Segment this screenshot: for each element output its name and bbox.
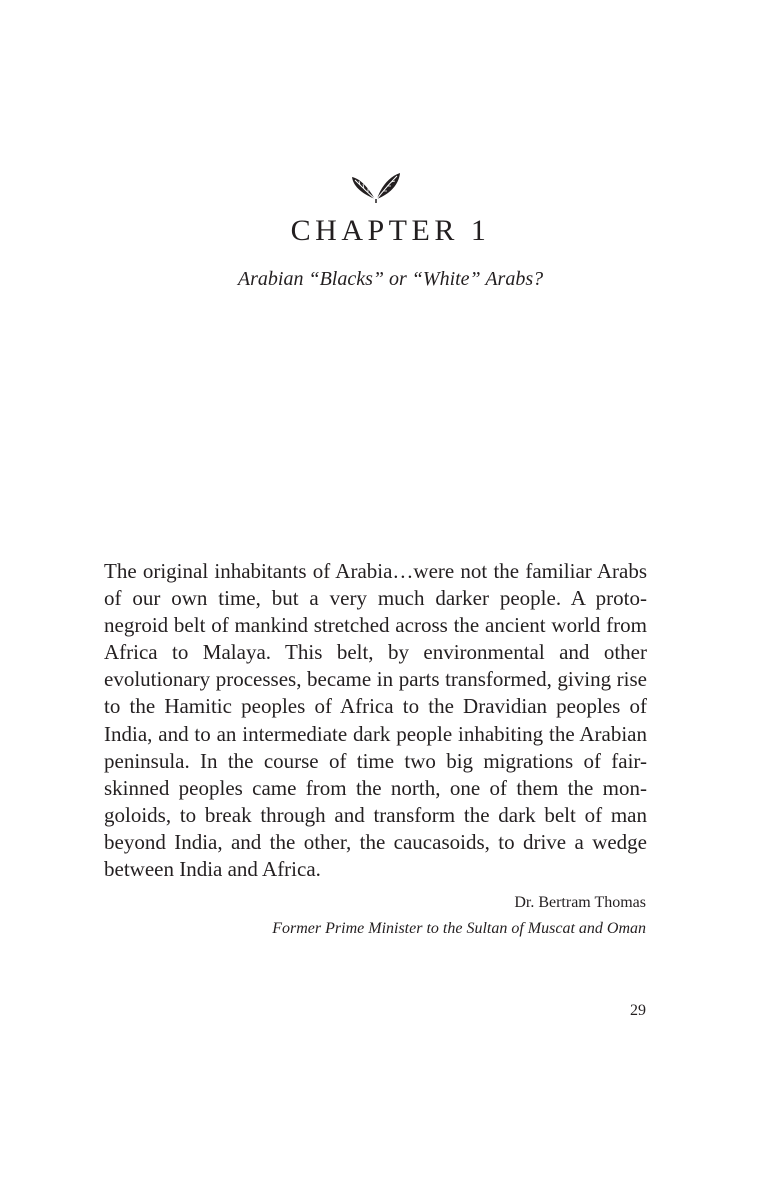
leaf-ornament-icon (350, 169, 402, 203)
epigraph-author-role: Former Prime Minister to the Sultan of Muscat and Oman (272, 920, 646, 937)
epigraph-quote: The original inhabitants of Arabia…were not the familiar Arabs of our own time, but a very much darker people. A proto-negroid belt of mankind stretched across the ancient world from Africa to Malaya. This belt, by environmental and other evolutionary processes, became in parts transformed, giving rise to the Hamitic peoples of Africa to the Dravidian peoples of India, and to an intermediate dark people inhabiting the Arabian peninsula. In the course of time two big migrations of fair-skinned peoples came from the north, one of them the mongoloids, to break through and transform the dark belt of man beyond India, and the other, the caucasoids, to drive a wedge between India and Africa. (104, 559, 647, 882)
chapter-title: CHAPTER 1 (290, 214, 491, 247)
page-number: 29 (630, 1002, 646, 1019)
epigraph-author: Dr. Bertram Thomas (514, 894, 646, 911)
chapter-subtitle: Arabian “Blacks” or “White” Arabs? (237, 268, 544, 290)
